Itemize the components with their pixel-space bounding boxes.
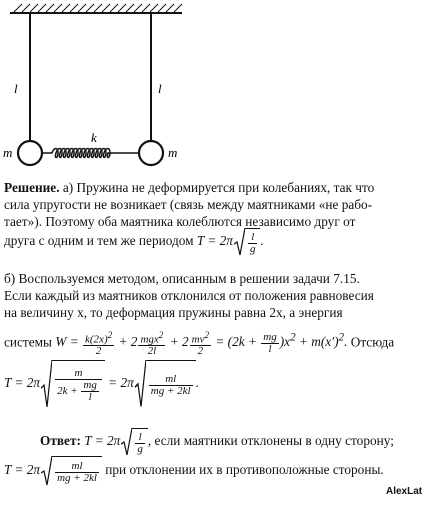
part-a-marker: а) bbox=[62, 180, 74, 195]
part-a-text-4: друга с одним и тем же периодом bbox=[4, 233, 194, 249]
part-b-line-3: на величину x, то деформация пружины равна 2x, а энергия bbox=[4, 305, 343, 320]
ceiling-hatching bbox=[14, 4, 182, 12]
spring bbox=[42, 149, 139, 158]
answer-text-1: , если маятники отклонены в одну сторону; bbox=[147, 433, 394, 449]
spring-label: k bbox=[91, 130, 97, 145]
period-formula-b: T = 2π m 2k + $\frac{mg}{l}$ = 2π $\frac{ml}{mg + 2kl}$ . bbox=[4, 375, 199, 390]
period-formula-a: T = 2π $\frac{l}{g}$ . bbox=[197, 233, 264, 248]
part-b-line-2: Если каждый из маятников отклонился от положения равновесия bbox=[4, 288, 374, 303]
pendulum-figure bbox=[0, 0, 442, 180]
part-b-line-4 bbox=[4, 324, 394, 357]
solution-heading: Решение. bbox=[4, 180, 60, 195]
answer-text-2: при отклонении их в противоположные стороны. bbox=[105, 462, 384, 478]
watermark: AlexLat bbox=[386, 486, 423, 497]
part-a-line-1 bbox=[4, 180, 374, 196]
mass-label-left: m bbox=[3, 145, 13, 160]
part-b-formula-line bbox=[4, 360, 199, 408]
mass-label-right: m bbox=[168, 145, 178, 160]
string-label-left: l bbox=[14, 81, 18, 96]
part-a-line-3: тает»). Поэтому оба маятника колеблются независимо друг от bbox=[4, 214, 356, 229]
answer-line-1 bbox=[40, 428, 394, 456]
answer-line-2 bbox=[4, 456, 384, 486]
answer-formula-1: T = 2π $\frac{l}{g}$ bbox=[84, 433, 148, 448]
part-a-text-1: Пружина не деформируется при колебаниях, так что bbox=[76, 180, 375, 195]
answer-label: Ответ: bbox=[40, 433, 81, 449]
part-a-line-2: сила упругости не возникает (связь между маятниками «не рабо- bbox=[4, 197, 373, 212]
part-b-text-4: системы bbox=[4, 334, 52, 350]
part-a-line-4 bbox=[4, 228, 264, 256]
answer-formula-2: T = 2π $\frac{ml}{mg + 2kl}$ bbox=[4, 462, 102, 477]
part-b-line-1: б) Воспользуемся методом, описанным в решении задачи 7.15. bbox=[4, 271, 360, 286]
part-b-text-4-end: Отсюда bbox=[350, 334, 395, 350]
string-label-right: l bbox=[158, 81, 162, 96]
right-mass bbox=[139, 141, 163, 165]
energy-formula: W = $\frac{k(2x)^2}{2}$ + 2 $\frac{mgx^2}{2l}$ + 2 $\frac{mv^2}{2}$ = (2k + $\frac{mg}{l}$ )$x^2 + m(x')^2$. bbox=[55, 329, 348, 358]
left-mass bbox=[18, 141, 42, 165]
